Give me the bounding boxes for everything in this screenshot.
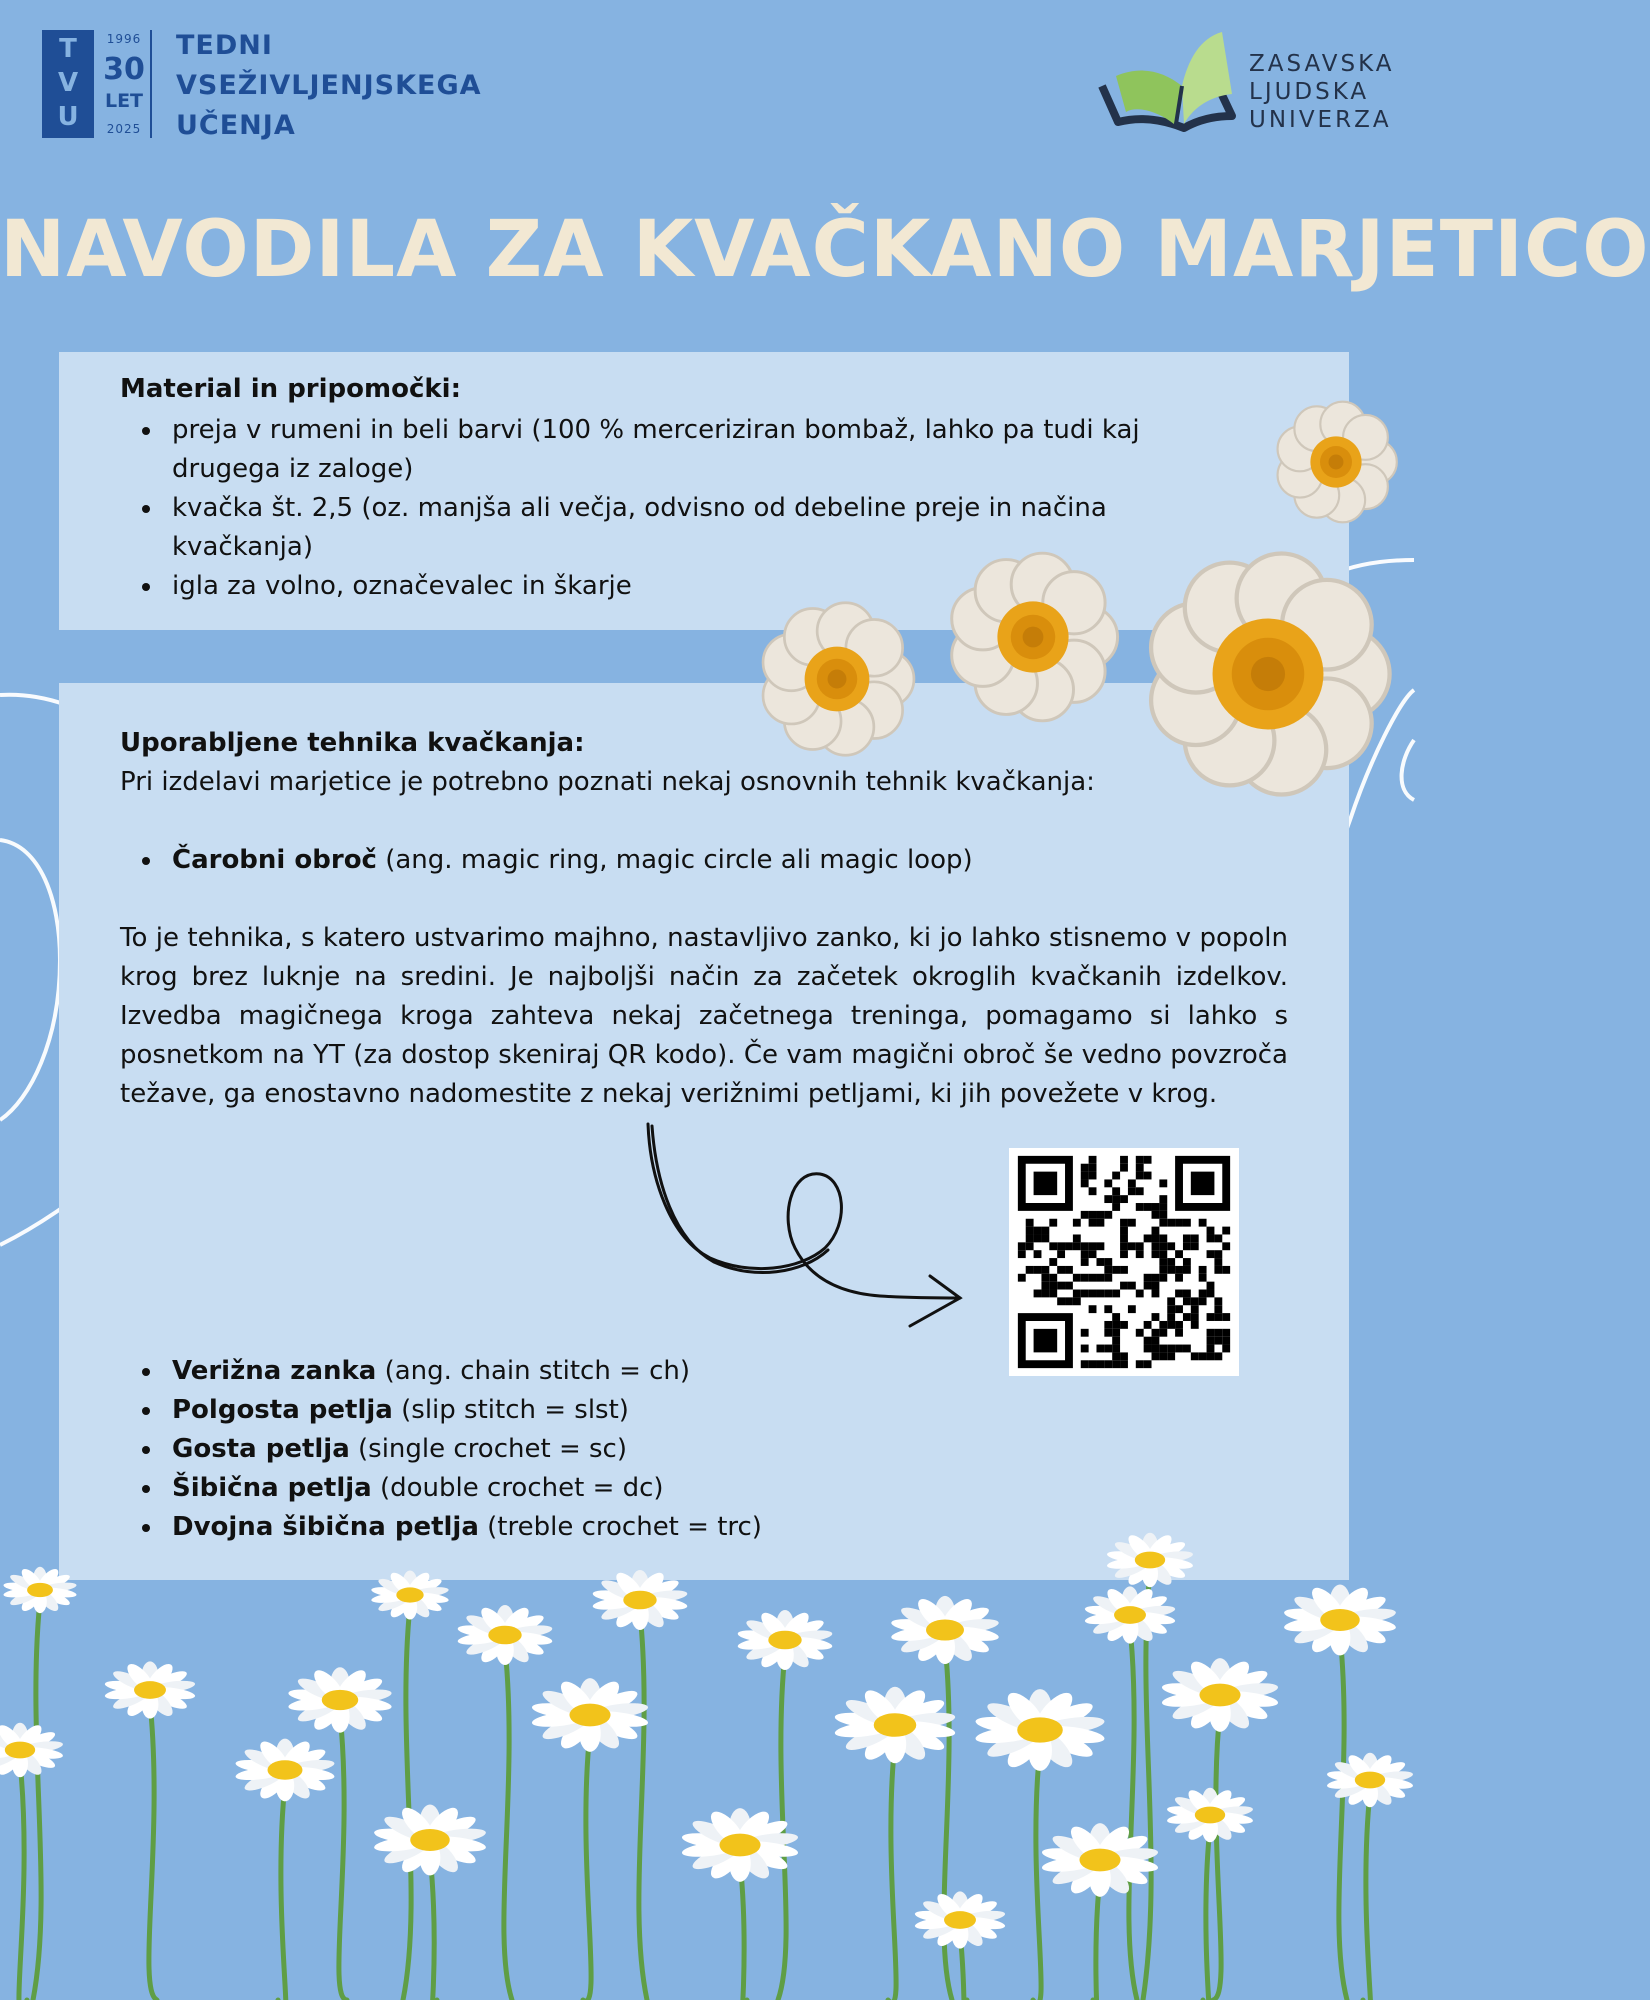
tvu-30-years-logo [42,30,152,142]
painted-daisy [456,1605,554,1665]
book-logo-icon [1096,24,1236,144]
tvu-letter: T [59,34,77,64]
logo-number-unit: LET [104,90,144,112]
stitch-note: (double crochet = dc) [371,1473,664,1503]
painted-daisy [913,1891,1007,1948]
list-item [120,1352,920,1391]
magic-ring-list [120,841,1220,880]
painted-daisy [1160,1658,1281,1732]
painted-daisy [1165,1788,1254,1843]
crocheted-daisy-image [756,598,918,760]
painted-daisy [1040,1823,1161,1897]
stitch-term: Polgosta petlja [172,1395,393,1425]
list-item: igla za volno, označevalec in škarje [120,567,1230,606]
organization-name [1249,50,1395,134]
technique-note: (ang. magic ring, magic circle ali magic loop) [376,845,973,875]
stitch-note: (treble crochet = trc) [478,1512,762,1542]
page-title: NAVODILA ZA KVAČKANO MARJETICO [0,205,1650,295]
magic-ring-description: To je tehnika, s katero ustvarimo majhno, nastavljivo zanko, ki jo lahko stisnemo v popoln krog brez luknje na sredini. Je najboljši način za začetek okroglih kvačkanih izdelkov. Izvedba magičnega kroga zahteva nekaj začetnega treninga, pomagamo si lahko s posnetkom na YT (za dostop skeniraj QR kodo). Če vam magični obroč še vedno povzroča težave, ga enostavno nadomestite z nekaj verižnimi petljami, ki jih povežete v krog. [120,923,1288,1109]
painted-daisy [2,1567,78,1613]
stitch-term: Verižna zanka [172,1356,377,1386]
qr-code[interactable] [1009,1148,1239,1376]
logo-year-start: 1996 [106,32,142,46]
week-title-line: VSEŽIVLJENJSKEGA [176,70,482,101]
stitch-term: Dvojna šibična petlja [172,1512,479,1542]
list-item [120,1391,920,1430]
techniques-heading: Uporabljene tehnika kvačkanja: [120,728,585,758]
organization-name-line: UNIVERZA [1249,107,1392,133]
painted-daisy [889,1596,1001,1664]
stitch-note: (single crochet = sc) [349,1434,627,1464]
painted-daisy [1105,1533,1194,1588]
week-title [176,26,482,146]
painted-daisy [1325,1753,1414,1808]
painted-daisy [973,1689,1107,1771]
list-item: preja v rumeni in beli barvi (100 % merceriziran bombaž, lahko pa tudi kaj drugega iz zaloge) [120,411,1230,489]
daisy-meadow-illustration [0,1500,1414,2000]
organization-name-line: LJUDSKA [1249,79,1370,105]
painted-daisy [1282,1585,1398,1656]
logo-divider [150,30,152,138]
stitch-note: (slip stitch = slst) [392,1395,629,1425]
painted-daisy [591,1570,689,1630]
logo-year-end: 2025 [106,122,142,136]
techniques-intro: Pri izdelavi marjetice je potrebno poznati nekaj osnovnih tehnik kvačkanja: [120,767,1095,797]
stitch-note: (ang. chain stitch = ch) [376,1356,691,1386]
list-item: kvačka št. 2,5 (oz. manjša ali večja, odvisno od debeline preje in načina kvačkanja) [120,489,1230,567]
painted-daisy [370,1570,450,1619]
list-item [120,841,1220,880]
stitch-term: Gosta petlja [172,1434,350,1464]
week-title-line: TEDNI [176,30,273,61]
curly-arrow-icon [630,1118,970,1338]
list-item [120,1430,920,1469]
materials-heading: Material in pripomočki: [120,374,461,404]
painted-daisy [1083,1586,1177,1643]
logo-number: 30 [103,52,145,87]
painted-daisy [286,1667,393,1732]
stitch-term: Šibična petlja [172,1473,372,1503]
week-title-line: UČENJA [176,110,296,141]
technique-term: Čarobni obroč [172,845,377,875]
painted-daisy [530,1678,651,1752]
painted-daisy [103,1661,197,1718]
painted-daisy [736,1610,834,1670]
crocheted-daisy-image [944,548,1122,726]
painted-daisy [372,1805,488,1876]
organization-name-line: ZASAVSKA [1249,51,1395,77]
painted-daisy [832,1687,957,1763]
tvu-letter: U [57,102,79,132]
crocheted-daisy-image [1140,546,1396,802]
painted-daisy [0,1723,65,1778]
painted-daisy [234,1739,337,1802]
crocheted-daisy-image [1272,398,1400,526]
tvu-letter: V [57,68,79,98]
